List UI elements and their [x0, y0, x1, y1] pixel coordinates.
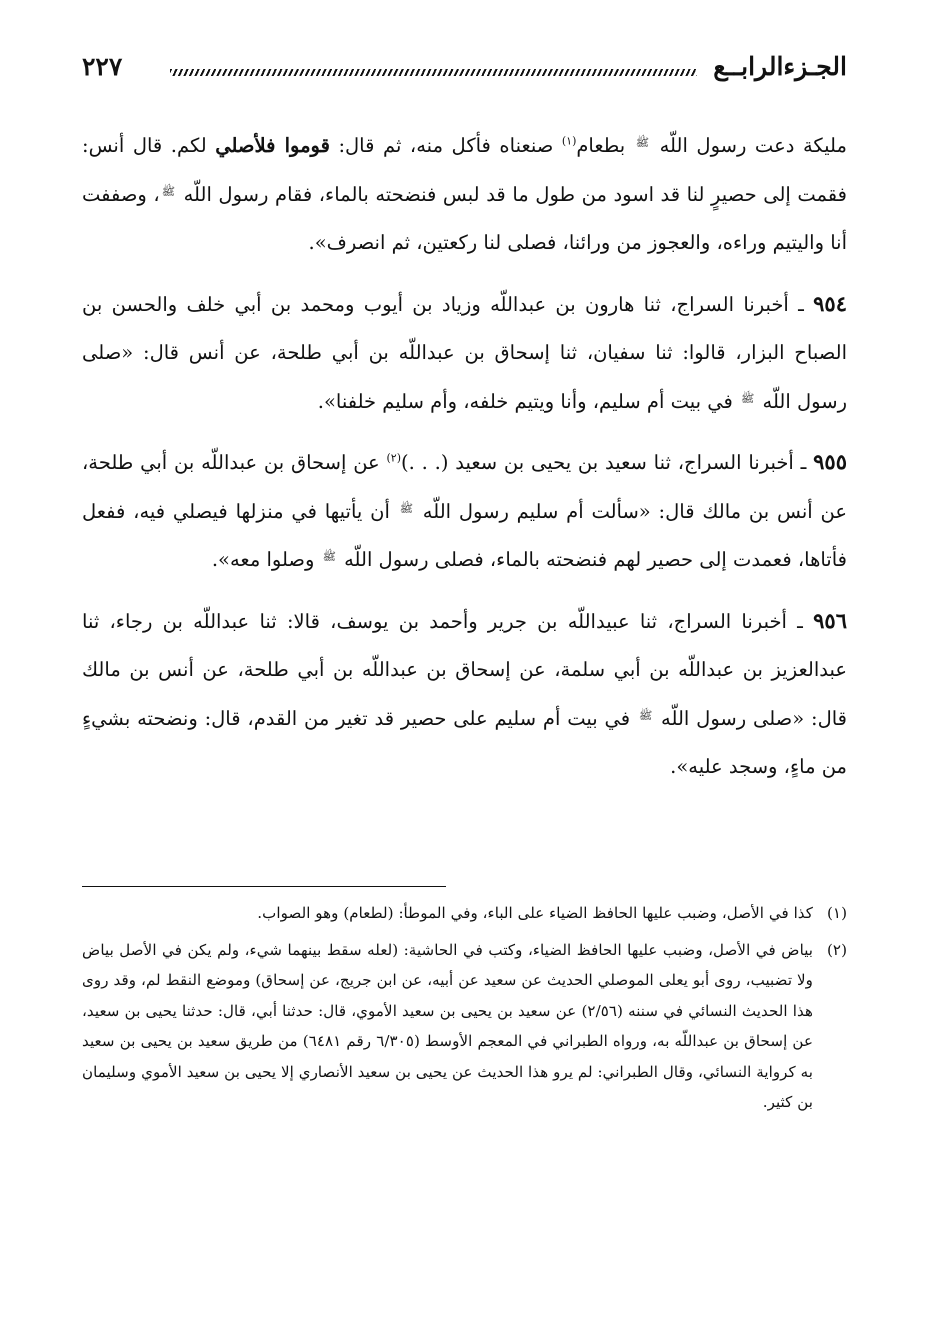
footnote-ref[interactable]: (٢)	[386, 451, 402, 465]
text-run: ، وصففت أنا واليتيم وراءه، والعجوز من ورائنا، فصلى لنا ركعتين، ثم انصرف».	[82, 182, 847, 254]
salawat-glyph: ﷺ	[322, 550, 336, 563]
salawat-glyph: ﷺ	[635, 136, 650, 149]
book-page	[82, 40, 847, 1302]
text-run: صنعناه فأكل منه، ثم قال:	[329, 134, 562, 157]
footnote-mark: (١)	[826, 904, 847, 922]
hadith-number: ٩٥٤	[813, 290, 847, 316]
text-run: ـ أخبرنا السراج، ثنا هارون بن عبداللّه وزياد بن أيوب ومحمد بن أبي خلف والحسن بن الصباح البزار، قالوا: ثنا سفيان، ثنا إسحاق بن عبداللّه بن أبي طلحة، عن أنس قال: «صلى رسول اللّه	[82, 292, 847, 413]
text-run: ـ أخبرنا السراج، ثنا عبيداللّه بن جرير وأحمد بن يوسف، قالا: ثنا عبداللّه بن رجاء، ثنا عبدالعزيز بن عبداللّه بن أبي سلمة، عن إسحاق بن عبداللّه بن أبي طلحة، عن أنس بن مالك قال: «صلى رسول اللّه	[82, 609, 847, 730]
footnote-mark: (٢)	[826, 940, 847, 959]
text-run: ـ أخبرنا السراج، ثنا سعيد بن يحيى بن سعيد (. . .)	[401, 451, 814, 474]
page-number: ٢٢٧	[82, 52, 123, 81]
footnote-text: كذا في الأصل، وضبب عليها الحافظ الضياء على الباء، وفي الموطأ: (لطعام) وهو الصواب.	[257, 904, 813, 922]
salawat-glyph: ﷺ	[638, 708, 653, 722]
text-run: وصلوا معه».	[211, 548, 321, 571]
footnote-ref[interactable]: (١)	[561, 134, 577, 148]
footnote-2	[82, 935, 847, 1118]
footnote-separator	[82, 886, 446, 887]
footnote-text: بياض في الأصل، وضبب عليها الحافظ الضياء، وكتب في الحاشية: (لعله سقط بينهما شيء، ولم يكن في الأصل بياض ولا تضبيب، روى أبو يعلى الموصلي الحديث عن سعيد عن أبيه، عن ابن جريج، عن إسحاق) وموضع النقط لم، وقد روى هذا الحديث النسائي في سننه (٢/٥٦) عن سعيد بن يحيى بن سعيد الأموي، قال: حدثنا أبي، قال: حدثنا يحيى بن سعيد، عن إسحاق بن عبداللّه به، ورواه الطبراني في المعجم الأوسط (٦/٣٠٥ رقم ٦٤٨١) من طريق سعيد بن يحيى بن سعيد به كرواية النسائي، وقال الطبراني: لم يرو هذا الحديث عن يحيى بن سعيد الأنصاري إلا يحيى بن سعيد الأموي وسليمان بن كثير.	[82, 940, 814, 1111]
paragraph-continuation	[82, 122, 847, 268]
header-ornament-rule	[170, 69, 697, 76]
hadith-954	[82, 280, 847, 427]
running-title: الجـزءالرابــع	[713, 52, 847, 81]
text-run: في بيت أم سليم على حصير قد تغير من القدم، قال: ونضحته بشيءٍ من ماءٍ، وسجد عليه».	[82, 706, 847, 778]
salawat-glyph: ﷺ	[741, 391, 755, 405]
footnote-1	[82, 898, 847, 929]
hadith-956	[82, 597, 847, 792]
hadith-number: ٩٥٥	[813, 449, 847, 474]
text-run: مليكة دعت رسول اللّه	[651, 134, 847, 157]
text-run: بطعام	[576, 134, 634, 157]
hadith-number: ٩٥٦	[813, 607, 847, 633]
salawat-glyph: ﷺ	[161, 184, 176, 198]
text-run: في بيت أم سليم، وأنا ويتيم خلفه، وأم سليم خلفنا».	[317, 389, 740, 413]
text-run: عن إسحاق بن عبداللّه بن أبي طلحة، عن أنس بن مالك قال: «سألت أم سليم رسول اللّه	[82, 451, 847, 523]
running-header	[82, 52, 847, 86]
text-run: لكم. قال أنس: فقمت إلى حصيرٍ لنا قد اسود من طول ما قد لبس فنضحته بالماء، فقام رسول اللّه	[82, 134, 847, 206]
text-run: أن يأتيها في منزلها فيصلي فيه، ففعل فأتاها، فعمدت إلى حصير لهم فنضحته بالماء، فصلى رسول اللّه	[82, 499, 847, 571]
emphasis-text: قوموا فلأصلي	[215, 134, 330, 157]
salawat-glyph: ﷺ	[399, 501, 413, 515]
footnotes	[82, 898, 847, 1124]
hadith-955	[82, 438, 847, 585]
main-text	[82, 122, 847, 804]
